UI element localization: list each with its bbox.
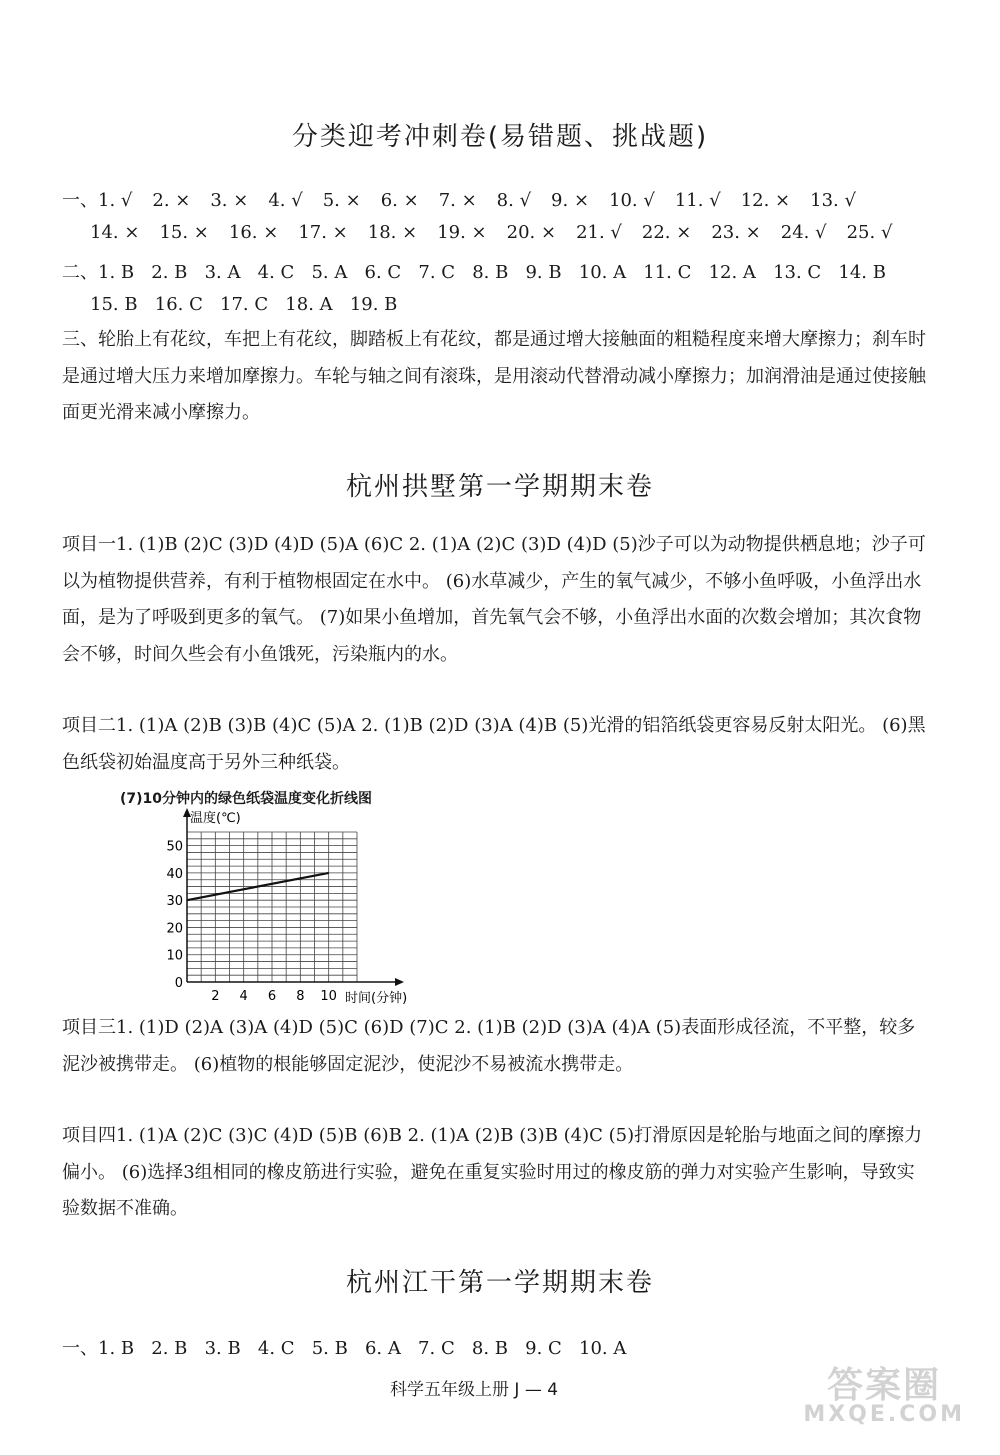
answer-item: 21. √ <box>576 222 622 243</box>
answer-item: 3. × <box>210 190 249 211</box>
watermark-line-2: MXQE.COM <box>803 1402 965 1427</box>
answer-item: 22. × <box>641 222 692 243</box>
answer-item: 20. × <box>506 222 557 243</box>
tf-row-2 <box>90 222 970 243</box>
x-axis-label: 时间(分钟) <box>345 991 408 1006</box>
y-tick-label: 20 <box>166 921 183 937</box>
temperature-line-chart <box>150 805 450 1015</box>
x-tick-label: 8 <box>296 989 305 1004</box>
x-tick-label: 2 <box>211 989 220 1004</box>
y-axis-label: 温度(℃) <box>190 811 241 826</box>
mc-row-2: 15. B 16. C 17. C 18. A 19. B <box>90 294 398 315</box>
y-tick-label: 10 <box>166 948 183 964</box>
essay-answer: 三、轮胎上有花纹，车把上有花纹，脚踏板上有花纹，都是通过增大接触面的粗糙程度来增大摩擦力；刹车时是通过增大压力来增加摩擦力。车轮与轴之间有滚珠，是用滚动代替滑动减小摩擦力；加润滑油是通过使接触面更光滑来减小摩擦力。 <box>62 329 926 423</box>
answer-item: 9. × <box>551 190 590 211</box>
answer-item: 13. √ <box>810 190 856 211</box>
answer-item: 25. √ <box>846 222 893 243</box>
answer-item: 10. √ <box>609 190 655 211</box>
answer-item: 24. √ <box>780 222 827 243</box>
answer-item: 17. × <box>298 222 348 243</box>
project-2-answer: 项目二1. (1)A (2)B (3)B (4)C (5)A 2. (1)B (2)D (3)A (4)B (5)光滑的铝箔纸袋更容易反射太阳光。 (6)黑色纸袋初始温度高于另外三种纸袋。 <box>62 715 926 773</box>
project-3-answer: 项目三1. (1)D (2)A (3)A (4)D (5)C (6)D (7)C 2. (1)B (2)D (3)A (4)A (5)表面形成径流，不平整，较多泥沙被携带走。 (6)植物的根能够固定泥沙，使泥沙不易被流水携带走。 <box>62 1017 916 1075</box>
answer-item: 18. × <box>367 222 418 243</box>
answer-item: 11. √ <box>674 190 721 211</box>
answer-item: 一、1. √ <box>62 190 133 211</box>
answer-item: 7. × <box>438 190 477 211</box>
watermark-line-1: 答案圈 <box>827 1365 942 1406</box>
mc-row-1: 二、1. B 2. B 3. A 4. C 5. A 6. C 7. C 8. B 9. B 10. A 11. C 12. A 13. C 14. B <box>62 262 886 283</box>
project-4-answer: 项目四1. (1)A (2)C (3)C (4)D (5)B (6)B 2. (1)A (2)B (3)B (4)C (5)打滑原因是轮胎与地面之间的摩擦力偏小。 (6)选择3组相同的橡皮筋进行实验，避免在重复实验时用过的橡皮筋的弹力对实验产生影响，导致实验数据不准确。 <box>62 1125 923 1219</box>
section-title-3: 杭州江干第一学期期末卷 <box>345 1268 654 1298</box>
tf-row-1 <box>62 186 942 212</box>
y-tick-label: 30 <box>166 894 183 910</box>
mc-row-jianggan: 一、1. B 2. B 3. B 4. C 5. B 6. A 7. C 8. B 9. C 10. A <box>62 1338 627 1359</box>
x-tick-label: 6 <box>267 989 277 1004</box>
answer-item: 5. × <box>322 190 361 211</box>
section-title-2: 杭州拱墅第一学期期末卷 <box>345 472 654 502</box>
page-footer: 科学五年级上册 J — 4 <box>390 1380 559 1400</box>
x-tick-label: 4 <box>239 989 248 1004</box>
answer-item: 6. × <box>380 190 419 211</box>
section-title-1: 分类迎考冲刺卷(易错题、挑战题) <box>291 122 709 152</box>
answer-item: 2. × <box>152 190 191 211</box>
answer-item: 16. × <box>228 222 279 243</box>
watermark-logo <box>803 1365 965 1427</box>
x-tick-label: 10 <box>320 989 337 1004</box>
y-tick-label: 40 <box>166 866 183 882</box>
answer-item: 15. × <box>159 222 209 243</box>
answer-item: 19. × <box>437 222 487 243</box>
answer-item: 4. √ <box>268 190 303 211</box>
y-tick-label: 0 <box>174 976 183 991</box>
y-tick-label: 50 <box>166 839 183 855</box>
answer-item: 14. × <box>90 222 140 243</box>
project-1-answer: 项目一1. (1)B (2)C (3)D (4)D (5)A (6)C 2. (1)A (2)C (3)D (4)D (5)沙子可以为动物提供栖息地；沙子可以为植物提供营养，有利于植物根固定在水中。 (6)水草减少，产生的氧气减少，不够小鱼呼吸，小鱼浮出水面，是为了呼吸到更多的氧气。 (7)如果小鱼增加，首先氧气会不够，小鱼浮出水面的次数会增加；其次食物会不够，时间久些会有小鱼饿死，污染瓶内的水。 <box>62 534 926 665</box>
answer-item: 12. × <box>740 190 791 211</box>
x-axis-arrow <box>395 978 404 986</box>
answer-item: 8. √ <box>496 190 532 211</box>
chart-title: (7)10分钟内的绿色纸袋温度变化折线图 <box>120 791 373 807</box>
answer-item: 23. × <box>711 222 761 243</box>
